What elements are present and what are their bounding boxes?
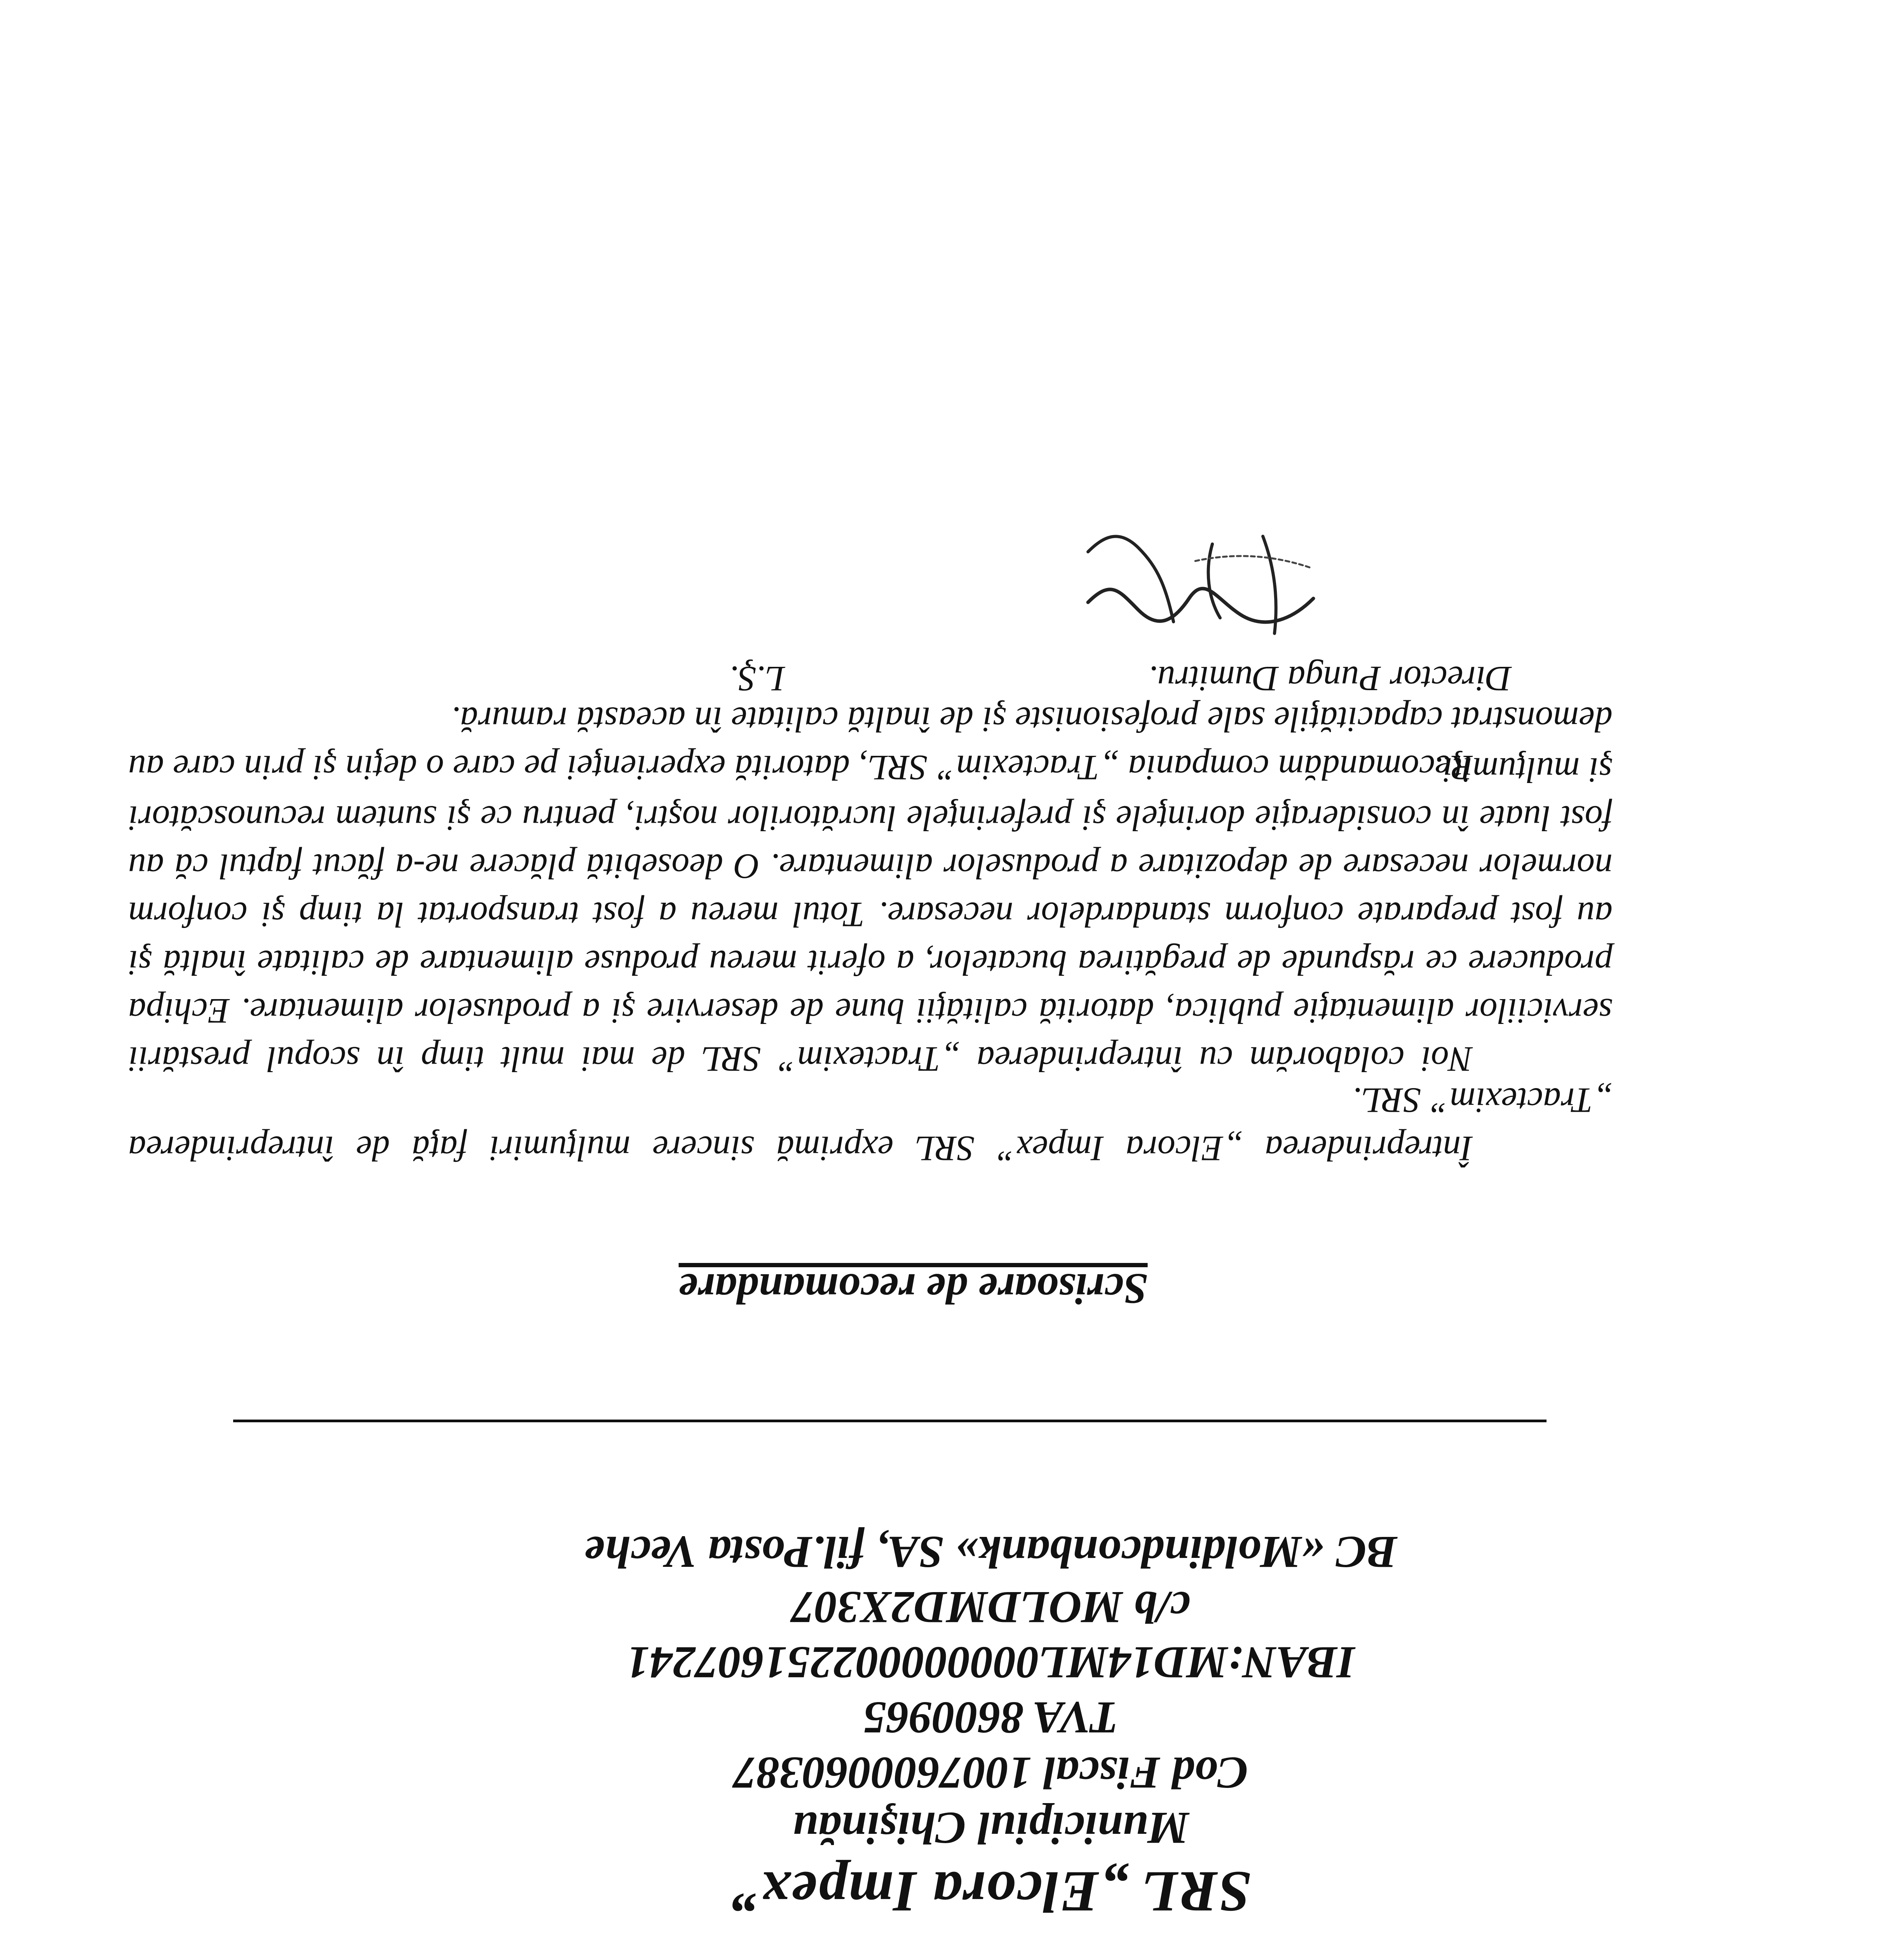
letterhead-divider [233,1420,1547,1422]
letterhead [466,1524,1515,1927]
letter-title: Scrisoare de recomandare [678,1265,1148,1313]
vat-number: TVA 8600965 [863,1692,1119,1743]
letter-paragraph-3: Recomandăm compania „Tractexim” SRL, datorită experienţei pe care o deţin şi prin care au demonstrat capacităţile sale profesioniste şi de înaltă calitate în această ramură. [128,700,1613,788]
fiscal-code: Cod Fiscal 1007600060387 [733,1748,1248,1798]
bank-code: c/b MOLDMD2X307 [792,1582,1190,1633]
stamp-place: L.Ş. [729,659,785,699]
handwritten-signature [1080,521,1321,645]
director-name: Director Punga Dumitru. [1148,659,1512,699]
bank-name: BC «Moldindconbank» SA, fil.Posta Veche [584,1527,1397,1578]
iban: IBAN:MD14ML000000002251607241 [626,1637,1355,1688]
letter-paragraph-1: Întreprinderea „Elcora Impex” SRL exprimă sincere mulţumiri faţă de întreprinderea „Tractexim” SRL. [128,1081,1613,1169]
letter-paragraph-2: Noi colaborăm cu întreprinderea „Tractexim” SRL de mai mult timp în scopul prestării serviciilor alimentaţie publica, datorită calităţii bune de deservire şi a produselor alimentare. Echipa producere ce răspunde de pregătirea bucatelor, a oferit mereu produse alimentare de calitate înaltă şi au fost preparate conform standardelor necesare. Totul mereu a fost transportat la timp şi conform normelor necesare de depozitare a produselor alimentare. O deosebită plăcere ne-a făcut faptul că au fost luate în consideraţie dorinţele şi preferinţele lucrătorilor noştri, pentru ce şi suntem recunoscători şi mulţumiţi. [128,750,1613,1079]
company-name: SRL „Elcora Impex” [731,1859,1251,1924]
company-city: Municipiul Chişinău [793,1803,1189,1854]
